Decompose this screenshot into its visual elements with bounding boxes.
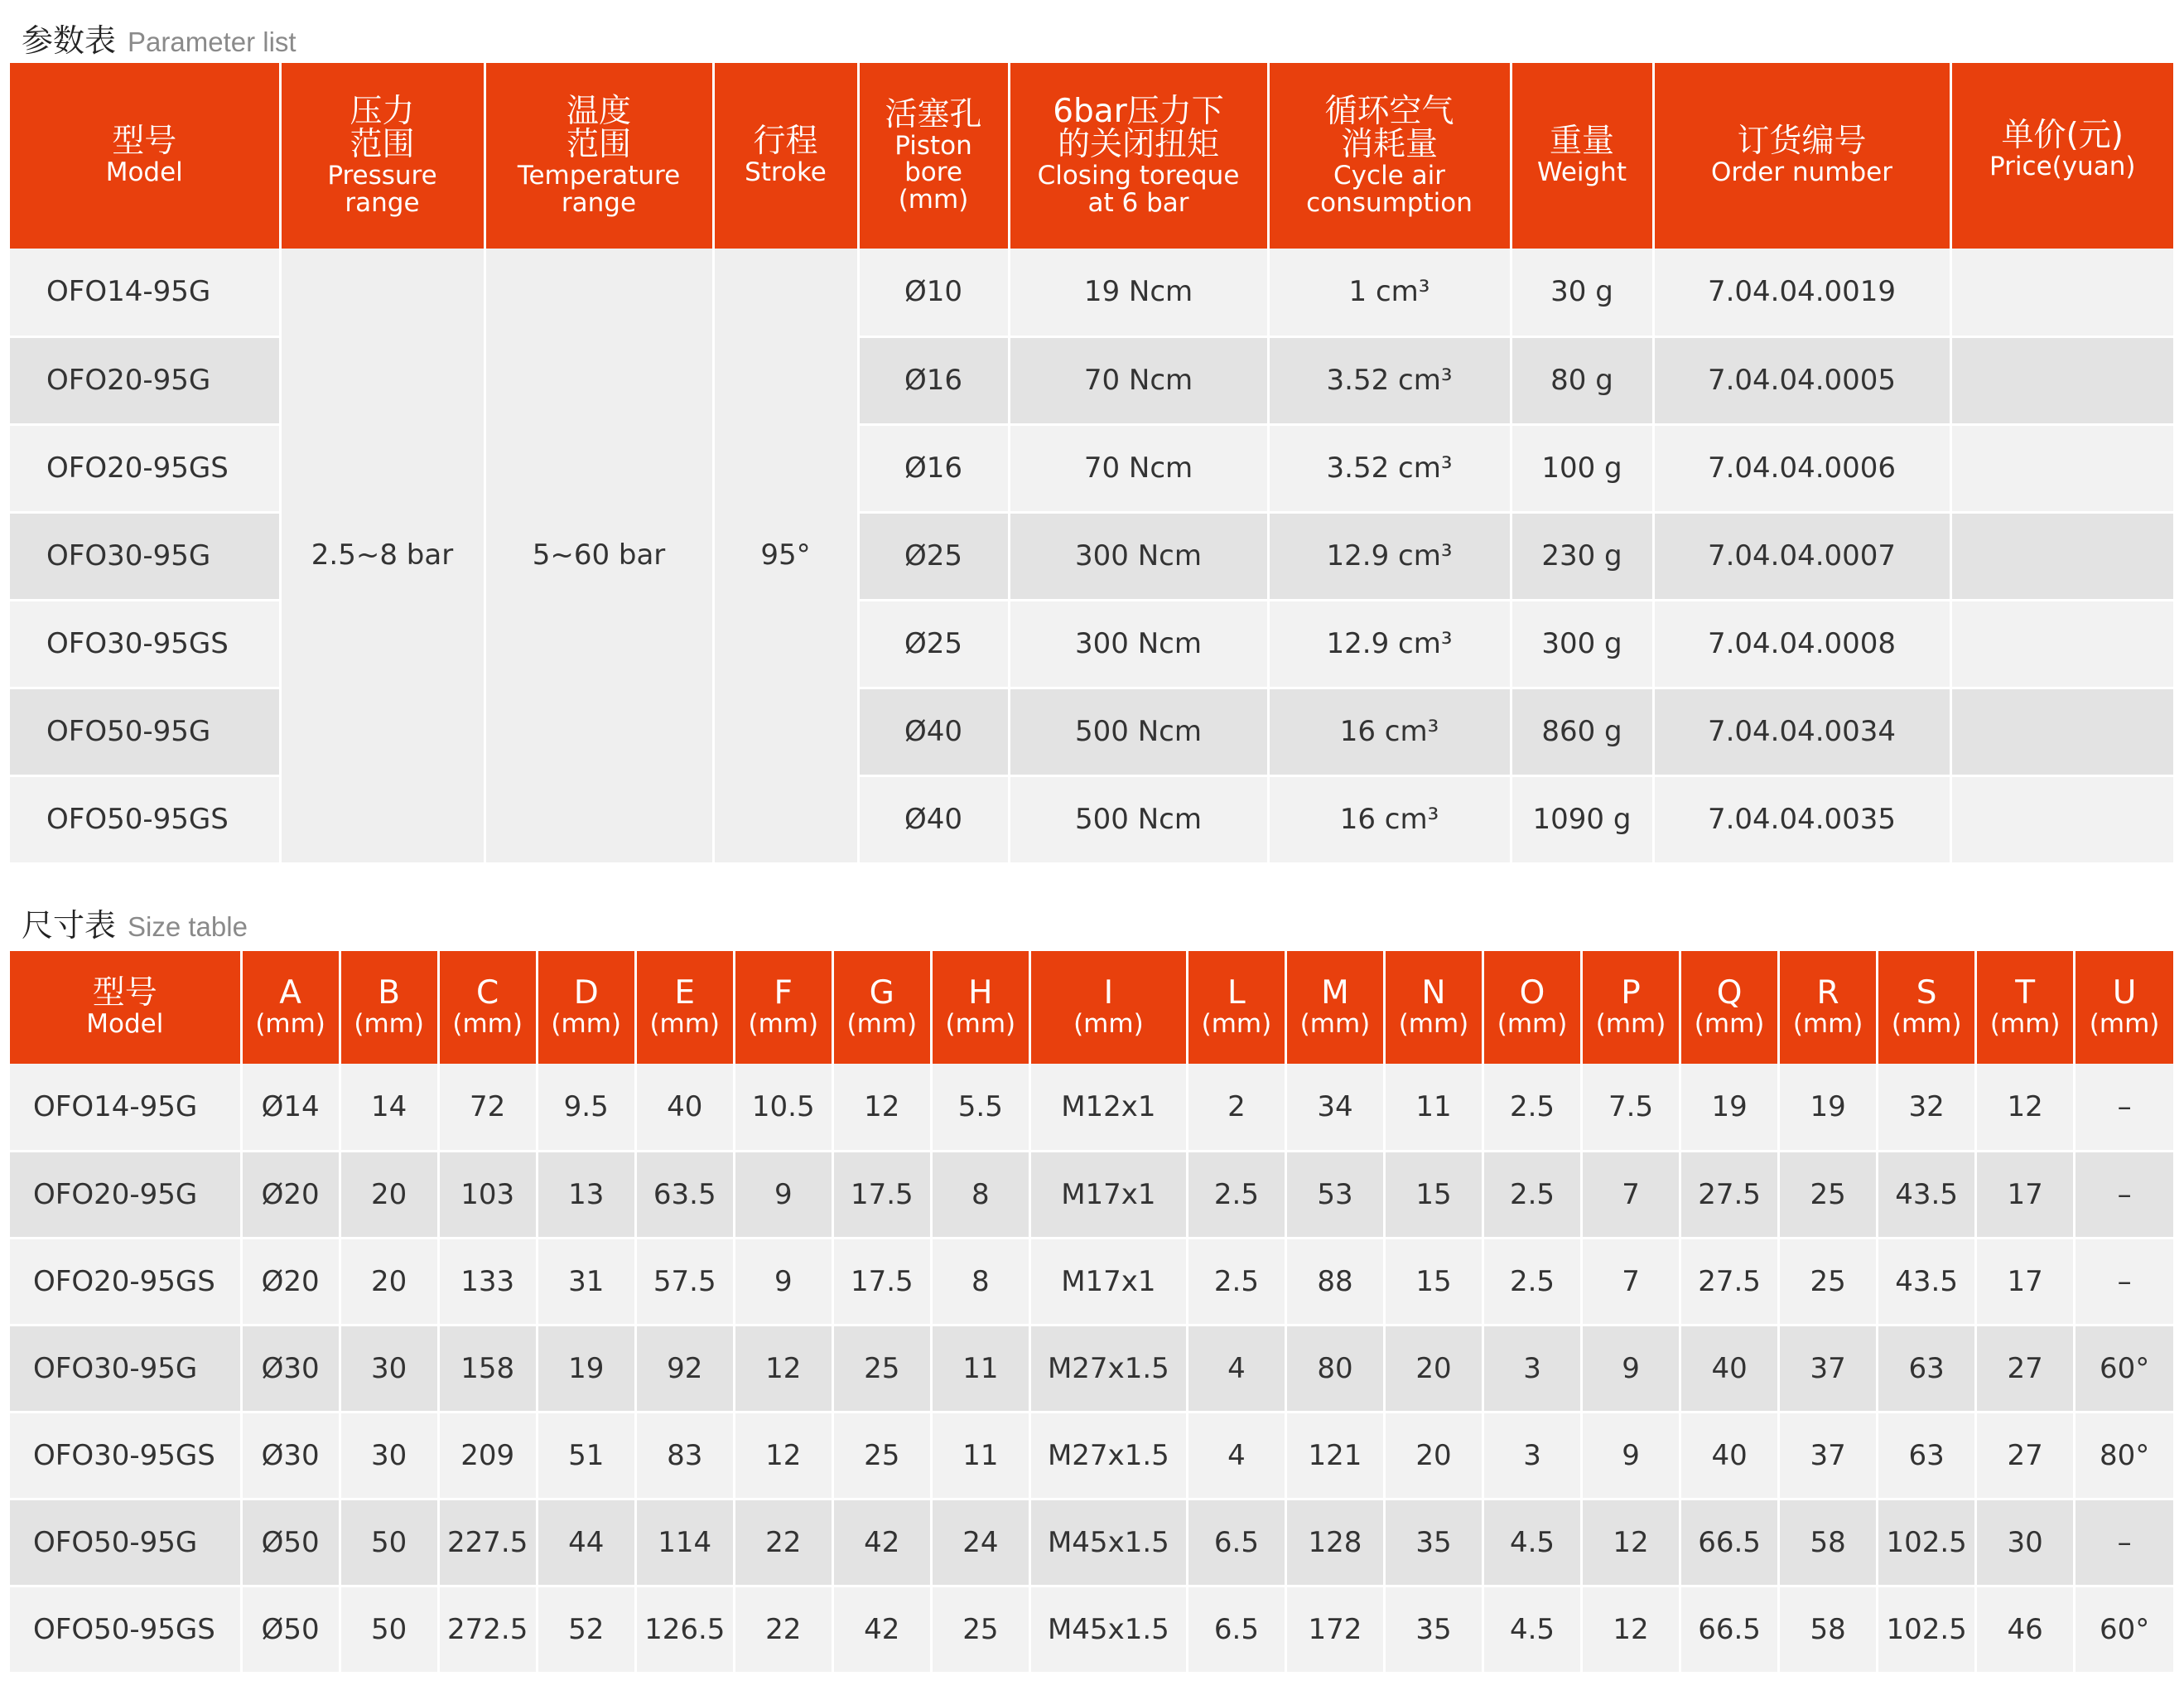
dimension-letter: D [573,974,599,1012]
dimension-o-cell: 3 [1483,1325,1582,1412]
size-header-g [832,951,931,1064]
closing-torque-cell: 500 Ncm [1009,775,1268,863]
closing-torque-cell: 300 Ncm [1009,512,1268,600]
order-number-cell: 7.04.04.0019 [1653,249,1950,336]
dimension-unit: (mm) [846,1009,918,1040]
dimension-o-cell: 4.5 [1483,1499,1582,1586]
dimension-letter: B [378,974,401,1012]
dimension-q-cell: 27.5 [1680,1151,1779,1238]
dimension-q-cell: 40 [1680,1325,1779,1412]
dimension-n-cell: 20 [1384,1325,1483,1412]
dimension-h-cell: 11 [931,1325,1029,1412]
dimension-letter: F [774,974,793,1012]
air-consumption-cell: 12.9 cm³ [1268,512,1511,600]
dimension-m-cell: 88 [1285,1238,1384,1325]
dimension-g-cell: 17.5 [832,1151,931,1238]
model-cell: OFO50-95G [10,1499,241,1586]
header-air-consumption: 循环空气 消耗量 Cycle air consumption [1268,63,1511,249]
dimension-u-cell: – [2075,1064,2173,1151]
dimension-m-cell: 172 [1285,1586,1384,1673]
table-row [10,1238,2173,1325]
dimension-d-cell: 19 [537,1325,635,1412]
dimension-q-cell: 66.5 [1680,1586,1779,1673]
dimension-d-cell: 44 [537,1499,635,1586]
header-stroke: 行程 Stroke [713,63,858,249]
table-row [10,1064,2173,1151]
dimension-b-cell: 50 [340,1586,438,1673]
closing-torque-cell: 70 Ncm [1009,424,1268,512]
dimension-s-cell: 32 [1878,1064,1976,1151]
air-consumption-cell: 16 cm³ [1268,775,1511,863]
dimension-n-cell: 20 [1384,1412,1483,1499]
dimension-a-cell: Ø20 [241,1238,340,1325]
dimension-r-cell: 58 [1779,1499,1878,1586]
piston-bore-cell: Ø16 [858,336,1009,424]
weight-cell: 80 g [1511,336,1653,424]
model-cell: OFO20-95G [10,1151,241,1238]
dimension-c-cell: 133 [438,1238,537,1325]
size-header-u [2075,951,2173,1064]
dimension-c-cell: 103 [438,1151,537,1238]
order-number-cell: 7.04.04.0005 [1653,336,1950,424]
price-cell [1950,249,2173,336]
dimension-unit: (mm) [945,1009,1016,1040]
dimension-r-cell: 58 [1779,1586,1878,1673]
dimension-unit: (mm) [354,1009,424,1040]
dimension-letter: O [1519,974,1545,1012]
header-temperature-range: 温度 范围 Temperature range [485,63,713,249]
dimension-s-cell: 63 [1878,1325,1976,1412]
dimension-i-cell: M17x1 [1029,1151,1187,1238]
dimension-t-cell: 17 [1976,1238,2075,1325]
dimension-d-cell: 9.5 [537,1064,635,1151]
dimension-q-cell: 40 [1680,1412,1779,1499]
dimension-m-cell: 53 [1285,1151,1384,1238]
model-cell: OFO30-95GS [10,1412,241,1499]
size-header-d [537,951,635,1064]
dimension-s-cell: 43.5 [1878,1238,1976,1325]
dimension-n-cell: 35 [1384,1499,1483,1586]
size-table [10,951,2173,1674]
size-header-model: 型号 Model [10,951,241,1064]
dimension-e-cell: 40 [635,1064,734,1151]
dimension-c-cell: 209 [438,1412,537,1499]
air-consumption-cell: 16 cm³ [1268,688,1511,775]
piston-bore-cell: Ø16 [858,424,1009,512]
dimension-h-cell: 5.5 [931,1064,1029,1151]
table-row [10,1151,2173,1238]
dimension-unit: (mm) [255,1009,325,1040]
weight-cell: 860 g [1511,688,1653,775]
closing-torque-cell: 70 Ncm [1009,336,1268,424]
dimension-f-cell: 12 [734,1412,832,1499]
dimension-q-cell: 66.5 [1680,1499,1779,1586]
dimension-unit: (mm) [1299,1009,1371,1040]
dimension-e-cell: 63.5 [635,1151,734,1238]
dimension-p-cell: 12 [1582,1586,1680,1673]
dimension-b-cell: 14 [340,1064,438,1151]
dimension-q-cell: 19 [1680,1064,1779,1151]
dimension-letter: U [2112,974,2137,1012]
size-header-r [1779,951,1878,1064]
header-pressure-range: 压力 范围 Pressure range [280,63,485,249]
dimension-u-cell: – [2075,1151,2173,1238]
model-cell: OFO30-95G [10,1325,241,1412]
dimension-l-cell: 2.5 [1187,1151,1285,1238]
dimension-f-cell: 22 [734,1586,832,1673]
dimension-unit: (mm) [1073,1009,1144,1040]
dimension-a-cell: Ø30 [241,1412,340,1499]
dimension-f-cell: 9 [734,1238,832,1325]
dimension-b-cell: 20 [340,1151,438,1238]
dimension-unit: (mm) [452,1009,523,1040]
dimension-n-cell: 15 [1384,1238,1483,1325]
size-header-h [931,951,1029,1064]
dimension-h-cell: 25 [931,1586,1029,1673]
price-cell [1950,336,2173,424]
parameter-table [10,63,2173,865]
weight-cell: 1090 g [1511,775,1653,863]
dimension-unit: (mm) [551,1009,621,1040]
size-table-title-zh: 尺寸表 [22,907,117,944]
air-consumption-cell: 3.52 cm³ [1268,336,1511,424]
dimension-p-cell: 9 [1582,1325,1680,1412]
table-row [10,1586,2173,1673]
temperature-range-cell: 5~60 bar [485,249,713,863]
order-number-cell: 7.04.04.0007 [1653,512,1950,600]
dimension-c-cell: 227.5 [438,1499,537,1586]
dimension-i-cell: M27x1.5 [1029,1412,1187,1499]
dimension-unit: (mm) [649,1009,721,1040]
dimension-t-cell: 12 [1976,1064,2075,1151]
dimension-g-cell: 17.5 [832,1238,931,1325]
dimension-l-cell: 4 [1187,1325,1285,1412]
dimension-m-cell: 34 [1285,1064,1384,1151]
size-header-n [1384,951,1483,1064]
size-header-e [635,951,734,1064]
dimension-a-cell: Ø20 [241,1151,340,1238]
model-cell: OFO20-95GS [10,424,280,512]
size-header-t [1976,951,2075,1064]
weight-cell: 30 g [1511,249,1653,336]
dimension-e-cell: 92 [635,1325,734,1412]
size-header-c [438,951,537,1064]
dimension-u-cell: – [2075,1499,2173,1586]
dimension-d-cell: 52 [537,1586,635,1673]
parameter-header-row [10,63,2173,249]
price-cell [1950,775,2173,863]
table-row [10,1499,2173,1586]
size-header-b [340,951,438,1064]
dimension-unit: (mm) [1891,1009,1962,1040]
weight-cell: 230 g [1511,512,1653,600]
parameter-list-title [22,15,297,60]
dimension-h-cell: 11 [931,1412,1029,1499]
dimension-letter: E [674,974,696,1012]
header-order-number: 订货编号 Order number [1653,63,1950,249]
size-header-s [1878,951,1976,1064]
dimension-l-cell: 2.5 [1187,1238,1285,1325]
dimension-d-cell: 13 [537,1151,635,1238]
dimension-g-cell: 12 [832,1064,931,1151]
dimension-unit: (mm) [1792,1009,1863,1040]
size-table-title [22,900,248,945]
dimension-letter: A [279,974,301,1012]
dimension-f-cell: 10.5 [734,1064,832,1151]
piston-bore-cell: Ø40 [858,775,1009,863]
dimension-a-cell: Ø50 [241,1586,340,1673]
dimension-t-cell: 46 [1976,1586,2075,1673]
dimension-b-cell: 30 [340,1325,438,1412]
dimension-unit: (mm) [2089,1009,2160,1040]
dimension-d-cell: 31 [537,1238,635,1325]
dimension-m-cell: 80 [1285,1325,1384,1412]
dimension-letter: L [1227,974,1246,1012]
dimension-n-cell: 15 [1384,1151,1483,1238]
dimension-a-cell: Ø14 [241,1064,340,1151]
dimension-p-cell: 7 [1582,1238,1680,1325]
header-piston-bore: 活塞孔 Piston bore (mm) [858,63,1009,249]
dimension-a-cell: Ø30 [241,1325,340,1412]
dimension-s-cell: 63 [1878,1412,1976,1499]
dimension-unit: (mm) [1201,1009,1272,1040]
dimension-u-cell: 80° [2075,1412,2173,1499]
dimension-r-cell: 37 [1779,1325,1878,1412]
dimension-p-cell: 9 [1582,1412,1680,1499]
dimension-l-cell: 2 [1187,1064,1285,1151]
order-number-cell: 7.04.04.0034 [1653,688,1950,775]
dimension-u-cell: 60° [2075,1325,2173,1412]
dimension-p-cell: 7 [1582,1151,1680,1238]
dimension-c-cell: 158 [438,1325,537,1412]
dimension-f-cell: 12 [734,1325,832,1412]
dimension-h-cell: 8 [931,1238,1029,1325]
dimension-unit: (mm) [1989,1009,2061,1040]
dimension-unit: (mm) [1398,1009,1469,1040]
dimension-r-cell: 25 [1779,1238,1878,1325]
order-number-cell: 7.04.04.0008 [1653,600,1950,688]
dimension-h-cell: 8 [931,1151,1029,1238]
dimension-e-cell: 126.5 [635,1586,734,1673]
closing-torque-cell: 500 Ncm [1009,688,1268,775]
closing-torque-cell: 300 Ncm [1009,600,1268,688]
parameter-list-title-zh: 参数表 [22,22,117,59]
header-weight: 重量 Weight [1511,63,1653,249]
parameter-list-title-en: Parameter list [128,27,297,57]
dimension-r-cell: 19 [1779,1064,1878,1151]
dimension-i-cell: M27x1.5 [1029,1325,1187,1412]
dimension-l-cell: 6.5 [1187,1499,1285,1586]
piston-bore-cell: Ø10 [858,249,1009,336]
header-closing-torque: 6bar压力下 的关闭扭矩 Closing toreque at 6 bar [1009,63,1268,249]
pressure-range-cell: 2.5~8 bar [280,249,485,863]
dimension-g-cell: 42 [832,1586,931,1673]
dimension-l-cell: 4 [1187,1412,1285,1499]
order-number-cell: 7.04.04.0006 [1653,424,1950,512]
dimension-o-cell: 2.5 [1483,1151,1582,1238]
dimension-i-cell: M12x1 [1029,1064,1187,1151]
dimension-o-cell: 3 [1483,1412,1582,1499]
dimension-p-cell: 7.5 [1582,1064,1680,1151]
size-header-o [1483,951,1582,1064]
dimension-m-cell: 128 [1285,1499,1384,1586]
size-header-f [734,951,832,1064]
dimension-letter: C [476,974,499,1012]
dimension-t-cell: 30 [1976,1499,2075,1586]
model-cell: OFO30-95G [10,512,280,600]
dimension-d-cell: 51 [537,1412,635,1499]
closing-torque-cell: 19 Ncm [1009,249,1268,336]
model-cell: OFO50-95GS [10,1586,241,1673]
dimension-n-cell: 35 [1384,1586,1483,1673]
dimension-n-cell: 11 [1384,1064,1483,1151]
dimension-h-cell: 24 [931,1499,1029,1586]
dimension-c-cell: 72 [438,1064,537,1151]
weight-cell: 100 g [1511,424,1653,512]
dimension-s-cell: 102.5 [1878,1499,1976,1586]
price-cell [1950,512,2173,600]
dimension-m-cell: 121 [1285,1412,1384,1499]
price-cell [1950,424,2173,512]
header-model: 型号 Model [10,63,280,249]
table-row [10,1412,2173,1499]
dimension-r-cell: 37 [1779,1412,1878,1499]
size-header-l [1187,951,1285,1064]
model-cell: OFO14-95G [10,1064,241,1151]
dimension-a-cell: Ø50 [241,1499,340,1586]
air-consumption-cell: 12.9 cm³ [1268,600,1511,688]
dimension-b-cell: 30 [340,1412,438,1499]
dimension-letter: G [869,974,894,1012]
dimension-p-cell: 12 [1582,1499,1680,1586]
dimension-l-cell: 6.5 [1187,1586,1285,1673]
dimension-f-cell: 9 [734,1151,832,1238]
piston-bore-cell: Ø40 [858,688,1009,775]
header-price: 单价(元) Price(yuan) [1950,63,2173,249]
dimension-i-cell: M17x1 [1029,1238,1187,1325]
dimension-unit: (mm) [748,1009,819,1040]
size-header-row [10,951,2173,1064]
dimension-e-cell: 57.5 [635,1238,734,1325]
dimension-b-cell: 50 [340,1499,438,1586]
dimension-letter: R [1816,974,1839,1012]
dimension-f-cell: 22 [734,1499,832,1586]
weight-cell: 300 g [1511,600,1653,688]
dimension-t-cell: 27 [1976,1412,2075,1499]
price-cell [1950,600,2173,688]
model-cell: OFO30-95GS [10,600,280,688]
model-cell: OFO20-95G [10,336,280,424]
dimension-e-cell: 114 [635,1499,734,1586]
air-consumption-cell: 3.52 cm³ [1268,424,1511,512]
piston-bore-cell: Ø25 [858,512,1009,600]
air-consumption-cell: 1 cm³ [1268,249,1511,336]
size-header-m [1285,951,1384,1064]
dimension-unit: (mm) [1595,1009,1666,1040]
order-number-cell: 7.04.04.0035 [1653,775,1950,863]
dimension-s-cell: 43.5 [1878,1151,1976,1238]
model-cell: OFO14-95G [10,249,280,336]
dimension-t-cell: 27 [1976,1325,2075,1412]
model-cell: OFO20-95GS [10,1238,241,1325]
size-header-p [1582,951,1680,1064]
dimension-o-cell: 2.5 [1483,1238,1582,1325]
dimension-c-cell: 272.5 [438,1586,537,1673]
dimension-letter: H [968,974,993,1012]
size-header-a [241,951,340,1064]
piston-bore-cell: Ø25 [858,600,1009,688]
dimension-letter: I [1103,974,1114,1012]
dimension-g-cell: 42 [832,1499,931,1586]
dimension-letter: M [1321,974,1349,1012]
dimension-r-cell: 25 [1779,1151,1878,1238]
dimension-letter: P [1621,974,1641,1012]
dimension-o-cell: 4.5 [1483,1586,1582,1673]
size-table-title-en: Size table [128,911,248,942]
model-cell: OFO50-95GS [10,775,280,863]
price-cell [1950,688,2173,775]
model-cell: OFO50-95G [10,688,280,775]
dimension-o-cell: 2.5 [1483,1064,1582,1151]
dimension-g-cell: 25 [832,1325,931,1412]
dimension-q-cell: 27.5 [1680,1238,1779,1325]
size-header-q [1680,951,1779,1064]
dimension-unit: (mm) [1497,1009,1568,1040]
dimension-i-cell: M45x1.5 [1029,1499,1187,1586]
dimension-u-cell: 60° [2075,1586,2173,1673]
dimension-letter: S [1916,974,1937,1012]
size-header-i [1029,951,1187,1064]
dimension-letter: Q [1716,974,1743,1012]
dimension-b-cell: 20 [340,1238,438,1325]
table-row [10,249,2173,336]
table-row [10,1325,2173,1412]
dimension-g-cell: 25 [832,1412,931,1499]
dimension-t-cell: 17 [1976,1151,2075,1238]
dimension-i-cell: M45x1.5 [1029,1586,1187,1673]
dimension-unit: (mm) [1694,1009,1765,1040]
dimension-letter: N [1421,974,1446,1012]
dimension-e-cell: 83 [635,1412,734,1499]
dimension-s-cell: 102.5 [1878,1586,1976,1673]
stroke-cell: 95° [713,249,858,863]
dimension-letter: T [2015,974,2036,1012]
dimension-u-cell: – [2075,1238,2173,1325]
